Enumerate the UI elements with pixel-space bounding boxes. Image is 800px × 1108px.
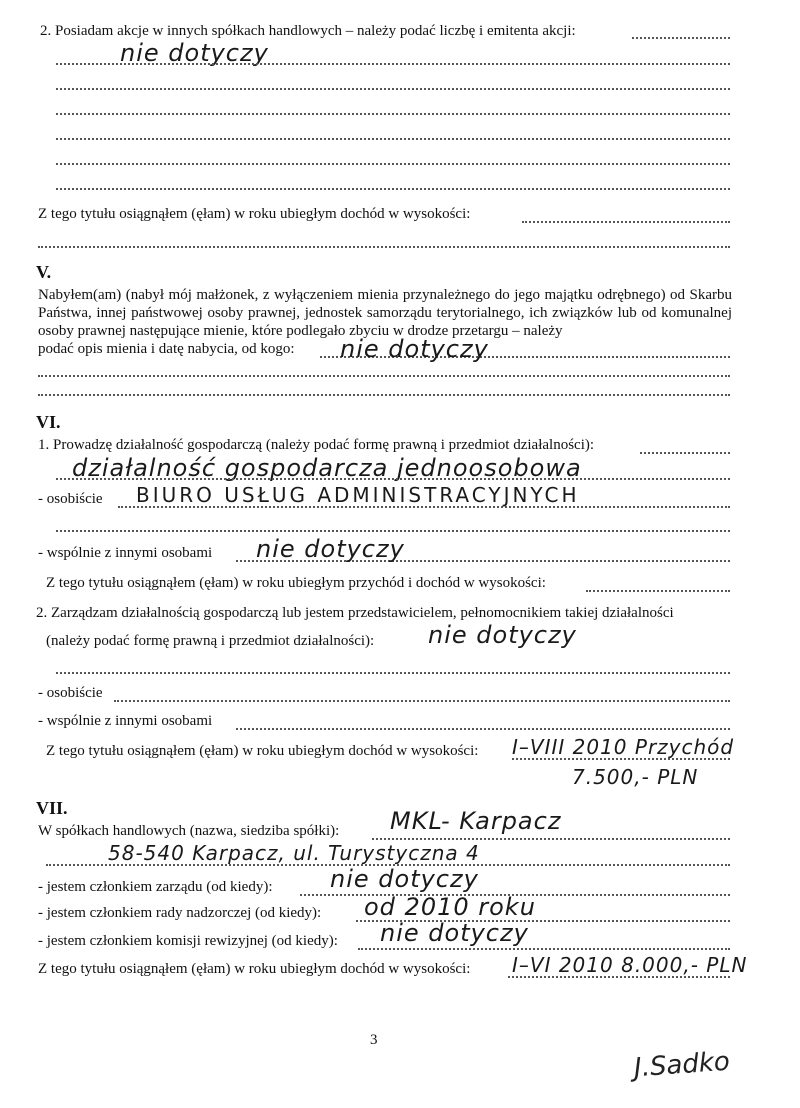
dotted-line bbox=[118, 506, 730, 508]
business-activity-text: 1. Prowadzę działalność gospodarczą (należy podać formę prawną i przedmiot działalności): bbox=[38, 437, 595, 453]
dotted-line bbox=[38, 246, 730, 248]
item2-shares-text: 2. Posiadam akcje w innych spółkach handlowych – należy podać liczbę i emitenta akcji: bbox=[40, 23, 576, 39]
dotted-line bbox=[38, 394, 730, 396]
audit-label: - jestem członkiem komisji rewizyjnej (od kiedy): bbox=[38, 933, 338, 949]
handwritten-management-value: nie dotyczy bbox=[428, 621, 577, 649]
dotted-line bbox=[56, 88, 730, 90]
management-income-text: Z tego tytułu osiągnąłem (ęłam) w roku ubiegłym dochód w wysokości: bbox=[46, 743, 479, 759]
section-vii-heading: VII. bbox=[36, 798, 68, 818]
management-line2: (należy podać formę prawną i przedmiot działalności): bbox=[46, 633, 375, 649]
section-vi-heading: VI. bbox=[36, 412, 61, 432]
handwritten-income2-line2: 7.500,- PLN bbox=[572, 765, 699, 789]
dotted-line bbox=[236, 728, 730, 730]
dotted-line bbox=[56, 163, 730, 165]
handwritten-personal-value: BIURO USŁUG ADMINISTRACYJNYCH bbox=[136, 483, 580, 507]
dotted-line bbox=[56, 530, 730, 532]
dotted-line bbox=[56, 188, 730, 190]
dotted-line bbox=[56, 478, 730, 480]
dotted-line bbox=[640, 452, 730, 454]
personal-label: - osobiście bbox=[38, 491, 103, 507]
handwritten-vii-income-value: I–VI 2010 8.000,- PLN bbox=[512, 953, 748, 977]
dotted-line bbox=[586, 590, 730, 592]
section-v-paragraph: Nabyłem(am) (nabył mój małżonek, z wyłączeniem mienia przynależnego do jego majątku odrębnego) od Skarbu Państwa, innej państwowej osoby prawnej, jednostek samorządu terytorialnego, ich związków lub od komunalnej osoby prawnej następujące mienie, które podlegało zbyciu w drodze przetargu – należy bbox=[38, 287, 732, 339]
dotted-line bbox=[114, 700, 730, 702]
handwritten-joint-value: nie dotyczy bbox=[256, 535, 405, 563]
companies-text: W spółkach handlowych (nazwa, siedziba spółki): bbox=[38, 823, 340, 839]
joint-label: - wspólnie z innymi osobami bbox=[38, 545, 213, 561]
handwritten-shares-value: nie dotyczy bbox=[120, 39, 269, 67]
handwritten-business-form: działalność gospodarcza jednoosobowa bbox=[72, 454, 582, 482]
handwritten-audit-value: nie dotyczy bbox=[380, 919, 529, 947]
dotted-line bbox=[358, 948, 730, 950]
dotted-line bbox=[56, 138, 730, 140]
dotted-line bbox=[56, 113, 730, 115]
dotted-line bbox=[522, 221, 730, 223]
dotted-line bbox=[56, 672, 730, 674]
joint2-label: - wspólnie z innymi osobami bbox=[38, 713, 213, 729]
handwritten-company-address: 58-540 Karpacz, ul. Turystyczna 4 bbox=[108, 841, 480, 865]
dotted-line bbox=[38, 375, 730, 377]
handwritten-property-value: nie dotyczy bbox=[340, 335, 489, 363]
revenue-income-text: Z tego tytułu osiągnąłem (ęłam) w roku ubiegłym przychód i dochód w wysokości: bbox=[46, 575, 546, 591]
handwritten-company-name: MKL- Karpacz bbox=[390, 807, 562, 835]
signature: J.Sadko bbox=[633, 1046, 731, 1084]
dotted-line bbox=[632, 37, 730, 39]
dotted-line bbox=[56, 63, 730, 65]
management-line1: 2. Zarządzam działalnością gospodarczą lub jestem przedstawicielem, pełnomocnikiem takiej działalności bbox=[36, 605, 674, 621]
section-v-last-line: podać opis mienia i datę nabycia, od kogo: bbox=[38, 341, 295, 357]
page-number: 3 bbox=[370, 1032, 378, 1048]
handwritten-income2-line1: I–VIII 2010 Przychód bbox=[512, 735, 735, 759]
handwritten-supervisory-value: od 2010 roku bbox=[364, 893, 536, 921]
section-v-heading: V. bbox=[36, 262, 52, 282]
vii-income-text: Z tego tytułu osiągnąłem (ęłam) w roku ubiegłym dochód w wysokości: bbox=[38, 961, 471, 977]
personal2-label: - osobiście bbox=[38, 685, 103, 701]
handwritten-board-value: nie dotyczy bbox=[330, 865, 479, 893]
supervisory-label: - jestem członkiem rady nadzorczej (od kiedy): bbox=[38, 905, 322, 921]
board-label: - jestem członkiem zarządu (od kiedy): bbox=[38, 879, 273, 895]
shares-income-text: Z tego tytułu osiągnąłem (ęłam) w roku ubiegłym dochód w wysokości: bbox=[38, 206, 471, 222]
